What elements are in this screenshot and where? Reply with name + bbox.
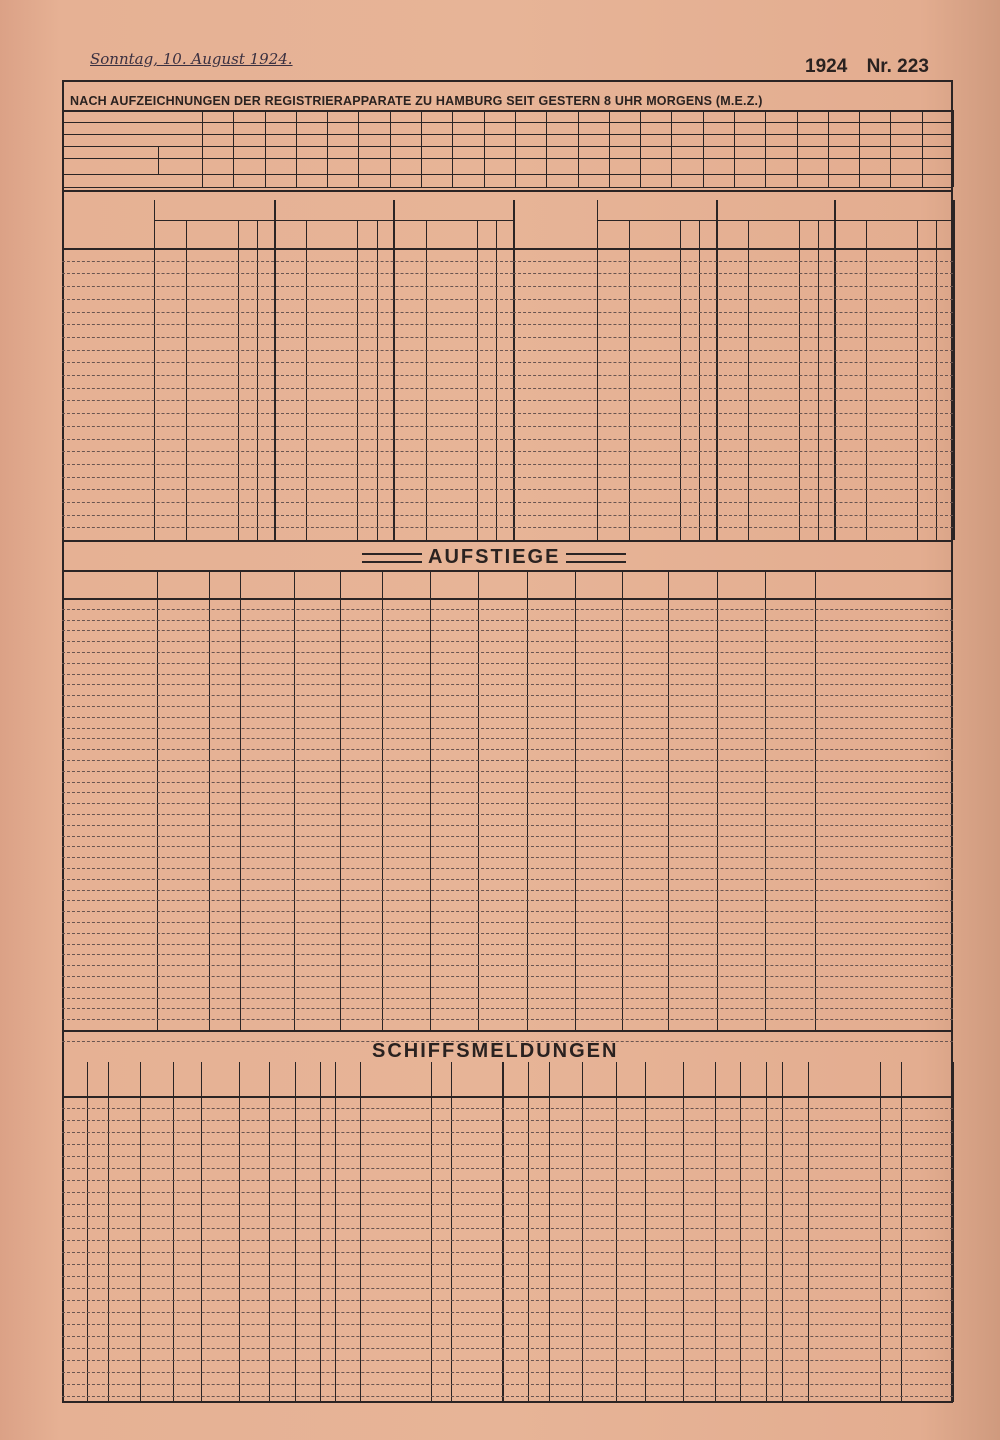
hourly-col-line [953,110,954,187]
schiff-row-line [62,1252,953,1253]
aufstiege-row-line [62,782,953,783]
date-handwritten: Sonntag, 10. August 1924. [90,50,293,68]
station-row-line [513,400,953,401]
hourly-col-line [452,110,453,187]
group-subrule [716,220,835,221]
aufstiege-top-rule [62,570,953,572]
schiff-row-line [62,1132,953,1133]
station-row-line [513,299,953,300]
station-row-line [62,515,513,516]
station-row-line [513,464,953,465]
hourly-row-line [62,146,953,147]
hourly-row-line [62,122,953,123]
schiff-col-line [715,1062,716,1402]
schiff-col-line [239,1062,240,1402]
hourly-col-line [358,110,359,187]
hourly-col-line [515,110,516,187]
station-row-line [513,439,953,440]
station-row-line [513,388,953,389]
aufstiege-col-line [478,570,479,1030]
station-row-line [513,286,953,287]
schiff-row-line [62,1276,953,1277]
station-row-line [513,261,953,262]
aufstiege-row-line [62,868,953,869]
aufstiege-row-line [62,857,953,858]
aufstiege-row-line [62,825,953,826]
aufstiege-row-line [62,954,953,955]
sub-col-line [377,220,378,540]
schiff-col-line [953,1062,954,1402]
aufstiege-row-line [62,609,953,610]
group-line [953,200,955,540]
sub-col-line [477,220,478,540]
hourly-col-line [703,110,704,187]
hourly-col-line [609,110,610,187]
hourly-col-line [390,110,391,187]
aufstiege-row-line [62,792,953,793]
hourly-col-line [484,110,485,187]
schiff-col-line [108,1062,109,1402]
schiff-row-line [62,1360,953,1361]
group-subrule [393,220,513,221]
aufstiege-row-line [62,641,953,642]
aufstiege-row-line [62,846,953,847]
hourly-col-line [265,110,266,187]
station-row-line [62,324,513,325]
schiff-col-line [808,1062,809,1402]
schiff-col-line [683,1062,684,1402]
schiff-col-line [320,1062,321,1402]
schiff-col-line [901,1062,902,1402]
aufstiege-row-line [62,814,953,815]
station-row-line [513,413,953,414]
sub-col-line [866,220,867,540]
schiff-row-line [62,1348,953,1349]
aufstiege-col-line [240,570,241,1030]
schiff-center-divider [502,1062,504,1402]
aufstiege-col-line [527,570,528,1030]
registrier-title: NACH AUFZEICHNUNGEN DER REGISTRIERAPPARATE ZU HAMBURG SEIT GESTERN 8 UHR MORGENS (M.E.Z.) [70,94,763,108]
aufstiege-col-line [575,570,576,1030]
sub-col-line [257,220,258,540]
schiff-row-line [62,1264,953,1265]
station-row-line [62,312,513,313]
hourly-col-line [296,110,297,187]
schiff-col-line [616,1062,617,1402]
hourly-col-line [765,110,766,187]
schiff-row-line [62,1312,953,1313]
aufstiege-row-line [62,1019,953,1020]
sub-col-line [799,220,800,540]
sub-col-line [238,220,239,540]
aufstiege-row-line [62,760,953,761]
aufstiege-col-line [765,570,766,1030]
aufstiege-row-line [62,652,953,653]
aufstiege-title: AUFSTIEGE [428,546,561,568]
hourly-col-line [734,110,735,187]
aufstiege-bottom-rule [62,1030,953,1032]
hourly-col-line [233,110,234,187]
hourly-col-line [828,110,829,187]
aufstiege-row-line [62,933,953,934]
station-row-line [62,439,513,440]
schiff-row-line [62,1120,953,1121]
group-subrule [834,220,953,221]
schiff-row-line [62,1192,953,1193]
station-row-line [513,502,953,503]
station-row-line [62,502,513,503]
aufstiege-col-line [340,570,341,1030]
hourly-col-line [202,110,203,187]
station-row-line [513,527,953,528]
schiff-col-line [766,1062,767,1402]
station-row-line [62,273,513,274]
station-row-line [62,489,513,490]
schiff-row-line [62,1228,953,1229]
station-row-line [62,261,513,262]
hourly-row-line [62,187,953,188]
schiff-col-line [87,1062,88,1402]
aufstiege-col-line [430,570,431,1030]
aufstiege-header-rule [62,598,953,600]
station-row-line [513,312,953,313]
schiff-col-line [360,1062,361,1402]
schiff-col-line [582,1062,583,1402]
aufstiege-row-line [62,976,953,977]
year-label: 1924 [805,56,848,77]
heading-ornament-left [362,553,422,563]
schiff-row-line [62,1168,953,1169]
aufstiege-col-line [815,570,816,1030]
schiff-row-line [62,1372,953,1373]
station-row-line [62,413,513,414]
station-row-line [62,299,513,300]
aufstiege-row-line [62,749,953,750]
schiff-col-line [269,1062,270,1402]
aufstiege-col-line [717,570,718,1030]
hourly-col-line [546,110,547,187]
schiff-row-line [62,1396,953,1397]
aufstiege-row-line [62,717,953,718]
aufstiege-col-line [157,570,158,1030]
sub-col-line [496,220,497,540]
aufstiege-row-line [62,965,953,966]
aufstiege-col-line [382,570,383,1030]
hourly-col-line [797,110,798,187]
schiff-col-line [431,1062,432,1402]
station-row-line [513,451,953,452]
hourly-col-line [578,110,579,187]
aufstiege-row-line [62,803,953,804]
aufstiege-row-line [62,879,953,880]
sub-col-line [186,220,187,540]
aufstiege-row-line [62,630,953,631]
aufstiege-row-line [62,922,953,923]
aufstiege-row-line [62,944,953,945]
hourly-col-line [890,110,891,187]
sub-col-line [426,220,427,540]
schiff-col-line [740,1062,741,1402]
station-row-line [62,350,513,351]
year-number-label [805,56,929,78]
number-label: Nr. 223 [866,56,929,77]
station-row-line [513,337,953,338]
schiff-row-line [62,1288,953,1289]
schiff-col-line [528,1062,529,1402]
hourly-row-line [62,158,953,159]
schiff-row-line [62,1180,953,1181]
anemograph-split [158,146,159,174]
station-row-line [62,426,513,427]
aufstiege-row-line [62,900,953,901]
station-row-line [513,324,953,325]
group-subrule [274,220,394,221]
hourly-col-line [922,110,923,187]
hourly-col-line [671,110,672,187]
hourly-row-line [62,134,953,135]
hourly-bottom-rule [62,190,953,192]
aufstiege-row-line [62,738,953,739]
group-subrule [154,220,274,221]
aufstiege-row-line [62,706,953,707]
station-row-line [513,477,953,478]
heading-ornament-right [566,553,626,563]
schiff-row-line [62,1216,953,1217]
schiff-row-line [62,1156,953,1157]
title-rule [62,110,953,112]
station-row-line [62,527,513,528]
aufstiege-col-line [622,570,623,1030]
schiff-row-line [62,1204,953,1205]
station-row-line [513,350,953,351]
aufstiege-row-line [62,695,953,696]
schiff-col-line [549,1062,550,1402]
schiff-col-line [173,1062,174,1402]
station-header-rule [62,248,953,250]
station-row-line [62,400,513,401]
aufstiege-row-line [62,1008,953,1009]
station-row-line [62,362,513,363]
hourly-col-line [421,110,422,187]
hourly-col-line [640,110,641,187]
hourly-row-line [62,174,953,175]
station-row-line [62,477,513,478]
aufstiege-row-line [62,728,953,729]
aufstiege-row-line [62,684,953,685]
aufstiege-col-line [294,570,295,1030]
sub-col-line [917,220,918,540]
station-row-line [62,337,513,338]
station-row-line [513,273,953,274]
station-row-line [62,286,513,287]
station-row-line [513,375,953,376]
station-row-line [513,515,953,516]
station-row-line [62,388,513,389]
aufstiege-row-line [62,620,953,621]
schiff-row-line [62,1144,953,1145]
sub-col-line [306,220,307,540]
station-row-line [513,489,953,490]
schiff-row-line [62,1240,953,1241]
schiff-col-line [782,1062,783,1402]
sub-col-line [629,220,630,540]
schiff-header-rule [62,1096,953,1098]
aufstiege-row-line [62,987,953,988]
schiff-col-line [451,1062,452,1402]
schiff-col-line [645,1062,646,1402]
schiff-col-line [880,1062,881,1402]
station-row-line [62,451,513,452]
aufstiege-row-line [62,911,953,912]
aufstiege-row-line [62,836,953,837]
schiff-row-line [62,1384,953,1385]
schiff-col-line [295,1062,296,1402]
schiff-row-line [62,1108,953,1109]
station-row-line [513,426,953,427]
schiff-row-line [62,1324,953,1325]
schiff-row-line [62,1300,953,1301]
sub-col-line [818,220,819,540]
hourly-col-line [327,110,328,187]
station-row-line [62,464,513,465]
aufstiege-row-line [62,998,953,999]
sub-col-line [936,220,937,540]
schiff-col-line [335,1062,336,1402]
aufstiege-col-line [209,570,210,1030]
sub-col-line [699,220,700,540]
aufstiege-row-line [62,890,953,891]
station-row-line [62,375,513,376]
group-subrule [597,220,716,221]
aufstiege-row-line [62,663,953,664]
station-row-line [513,362,953,363]
station-bottom-rule [62,540,953,542]
schiff-row-line [62,1336,953,1337]
aufstiege-row-line [62,674,953,675]
schiffsmeldungen-title: SCHIFFSMELDUNGEN [372,1040,619,1062]
schiff-col-line [201,1062,202,1402]
hourly-col-line [859,110,860,187]
schiff-col-line [140,1062,141,1402]
sub-col-line [357,220,358,540]
sub-col-line [680,220,681,540]
aufstiege-row-line [62,771,953,772]
aufstiege-heading [356,546,632,569]
aufstiege-col-line [668,570,669,1030]
sub-col-line [748,220,749,540]
